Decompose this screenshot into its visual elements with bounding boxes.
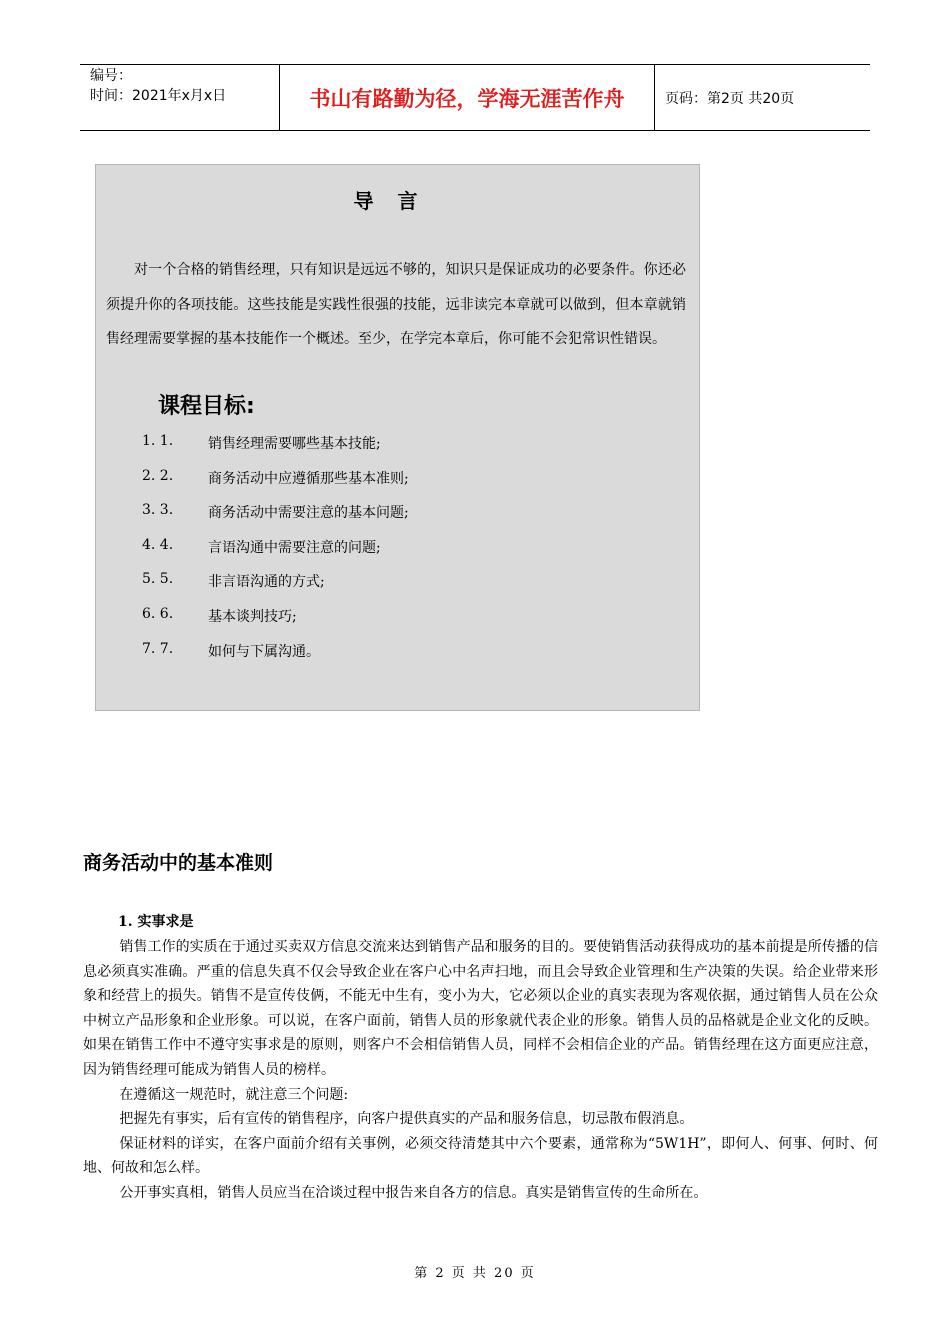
goal-number: 2. 2. [142,467,174,484]
goal-item [142,641,409,676]
goal-number: 5. 5. [142,571,174,588]
goal-number: 6. 6. [142,605,174,622]
intro-title: 导言 [353,189,442,213]
intro-paragraph: 对一个合格的销售经理，只有知识是远远不够的，知识只是保证成功的必要条件。你还必须提升你的各项技能。这些技能是实践性很强的技能，远非读完本章就可以做到，但本章就销售经理需要掌握的基本技能作一个概述。至少，在学完本章后，你可能不会犯常识性错误。 [106,262,686,347]
goal-item [142,537,409,572]
goal-item [142,606,409,641]
goal-text: 商务活动中需要注意的基本问题; [208,505,409,522]
goal-text: 基本谈判技巧; [208,608,297,625]
header-page-label: 页码：第2页 共20页 [665,90,795,107]
section-body [83,935,878,1206]
goal-item [142,571,409,606]
serial-label: 编号： [90,68,132,84]
header-meta [80,65,280,130]
goal-item [142,468,409,503]
goal-item [142,433,409,468]
page-header [80,64,870,131]
goals-title: 课程目标: [158,394,255,419]
body-paragraph: 保证材料的详实，在客户面前介绍有关事例，必须交待清楚其中六个要素，通常称为“5W1H”，即何人、何事、何时、何地、何故和怎么样。 [83,1135,878,1177]
section-subheading: 1. 实事求是 [118,914,194,930]
goal-text: 言语沟通中需要注意的问题; [208,539,381,556]
goal-number: 4. 4. [142,536,174,553]
header-motto: 书山有路勤为径，学海无涯苦作舟 [280,65,655,130]
intro-box [95,164,700,711]
body-paragraph: 公开事实真相，销售人员应当在洽谈过程中报告来自各方的信息。真实是销售宣传的生命所在。 [119,1184,708,1201]
goal-text: 商务活动中应遵循那些基本准则; [208,470,409,487]
section-title: 商务活动中的基本准则 [83,852,274,874]
body-paragraph: 销售工作的实质在于通过买卖双方信息交流来达到销售产品和服务的目的。要使销售活动获得成功的基本前提是所传播的信息必须真实准确。严重的信息失真不仅会导致企业在客户心中名声扫地，而且会导致企业管理和生产决策的失误。给企业带来形象和经营上的损失。销售不是宣传伎俩，不能无中生有，变小为大，它必须以企业的真实表现为客观依据，通过销售人员在公众中树立产品形象和企业形象。可以说，在客户面前，销售人员的形象就代表企业的形象。销售人员的品格就是企业文化的反映。如果在销售工作中不遵守实事求是的原则，则客户不会相信销售人员，同样不会相信企业的产品。销售经理在这方面更应注意，因为销售经理可能成为销售人员的榜样。 [83,939,878,1078]
goal-number: 3. 3. [142,502,174,519]
time-label: 时间：2021年x月x日 [90,88,227,104]
goal-item [142,502,409,537]
body-paragraph: 把握先有事实，后有宣传的销售程序，向客户提供真实的产品和服务信息，切忌散布假消息。 [119,1111,694,1128]
goals-list [142,433,409,675]
goal-number: 7. 7. [142,640,174,657]
goal-text: 销售经理需要哪些基本技能; [208,436,381,452]
goal-text: 如何与下属沟通。 [208,643,320,660]
goal-number: 1. 1. [142,433,174,449]
body-paragraph: 在遵循这一规范时，就注意三个问题: [119,1086,349,1103]
goal-text: 非言语沟通的方式; [208,574,325,591]
page-footer: 第 2 页 共 20 页 [414,1266,536,1281]
